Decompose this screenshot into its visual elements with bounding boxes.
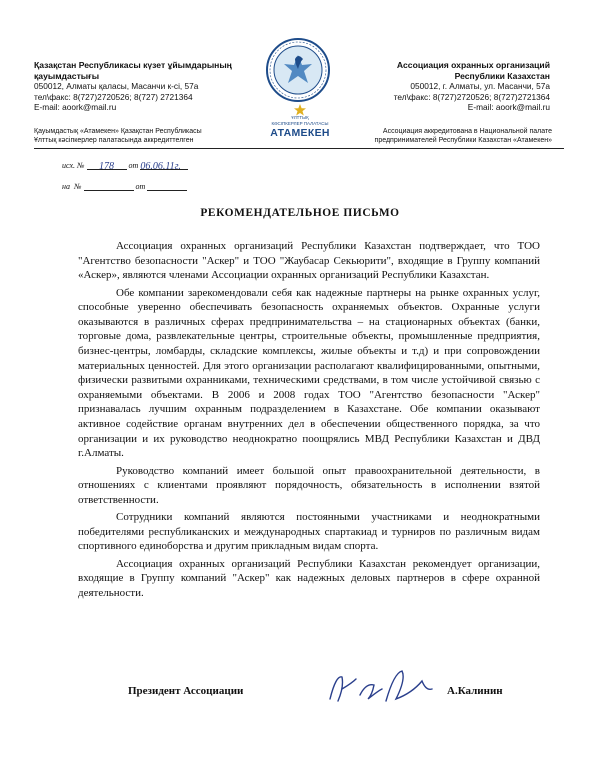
out-date-label: от bbox=[128, 161, 139, 170]
out-number-blank bbox=[87, 161, 127, 170]
in-date-blank bbox=[147, 182, 187, 191]
paragraph-2: Обе компании зарекомендовали себя как надежные партнеры на рынке охранных услуг, способные уверенно обеспечивать безопасность охраняемых объектов. Охранные услуги оказываются в различных сферах предпринимательства – на стационарных объектах (банки, торговые дома, развлекательные центры, строительные объекты, промышленные предприятия, бизнес-центры, ломбарды, складские комплексы, жилые объекты и т.д) и при сопровождении материальных ценностей. Для этого организации располагают квалифицированными, опытными, физически развитыми охранниками, техническими средствами, в том числе устойчивой связью с охраняемыми объектами. В 2006 и 2008 годах ТОО "Агентство безопасности "Аскер" признавалась лучшим охранным подразделением в Казахстане. Обе компании оказывают активное содействие органам внутренних дел в обеспечении общественного порядка, за что организации и их руководство неоднократно поощрялись МВД Республики Казахстан и ДВД г.Алматы. bbox=[78, 286, 540, 460]
header-left-address: 050012, Алматы қаласы, Масанчи к-сі, 57а bbox=[34, 81, 199, 92]
signatory-title: Президент Ассоциации bbox=[128, 685, 244, 697]
eagle-emblem-icon bbox=[265, 37, 331, 103]
header-right-org-line2: Республики Казахстан bbox=[454, 70, 550, 81]
out-date-blank bbox=[140, 161, 188, 170]
header-left-org: Қазақстан Республикасы күзет ұйымдарының қауымдастығы bbox=[34, 60, 232, 81]
in-date-label: от bbox=[135, 182, 146, 191]
in-number-blank bbox=[84, 182, 134, 191]
signatory-name: А.Калинин bbox=[447, 685, 503, 697]
header-right-address: 050012, г. Алматы, ул. Масанчи, 57а bbox=[410, 81, 550, 92]
accreditation-left-line2: Ұлттық кәсіпкерлер палатасында аккредиттелген bbox=[34, 137, 194, 144]
header-right-email: E-mail: aoork@mail.ru bbox=[467, 102, 550, 112]
atameken-name: АТАМЕКЕН bbox=[270, 127, 330, 139]
accreditation-left bbox=[34, 127, 264, 145]
letter-title: РЕКОМЕНДАТЕЛЬНОЕ ПИСЬМО bbox=[200, 207, 400, 219]
atameken-small-line2: КӘСІПКЕРЛЕР ПАЛАТАСЫ bbox=[271, 121, 329, 126]
out-label: исх. № bbox=[62, 161, 85, 170]
outgoing-registration bbox=[62, 161, 188, 170]
in-label: на bbox=[62, 182, 70, 191]
header-right-block bbox=[330, 60, 550, 112]
header-divider bbox=[34, 148, 564, 149]
paragraph-5: Ассоциация охранных организаций Республики Казахстан рекомендует организации, входящие в Группу компаний "Аскер" как надежных деловых партнеров в сфере охранной деятельности. bbox=[78, 557, 540, 599]
paragraph-1: Ассоциация охранных организаций Республики Казахстан подтверждает, что ТОО "Агентство безопасности "Аскер" и ТОО "Жаубасар Секьюрити", входящие в Группу компаний «Аскер», являются членами Ассоциации охранных организаций Республики Казахстан. bbox=[78, 240, 540, 282]
in-number-label: № bbox=[73, 182, 82, 191]
paragraph-4: Сотрудники компаний являются постоянными участниками и неоднократными победителями республиканских и международных спартакиад и турниров по различным видам спортивного единоборства и другим прикладным видам спорта. bbox=[78, 511, 540, 553]
accreditation-left-line1: Қауымдастық «Атамекен» Қазақстан Республикасы bbox=[34, 128, 202, 135]
accreditation-right-line1: Ассоциация аккредитована в Национальной палате bbox=[382, 128, 552, 135]
paragraph-3: Руководство компаний имеет большой опыт правоохранительной деятельности, в отношениях с клиентами проявляют порядочность, обязательность в исполнении взятой ответственности. bbox=[78, 464, 540, 506]
header-right-org-line1: Ассоциация охранных организаций bbox=[396, 60, 550, 70]
atameken-small-line1: ҰЛТТЫҚ bbox=[291, 115, 309, 120]
handwritten-signature bbox=[322, 665, 440, 713]
letter-body bbox=[78, 239, 540, 603]
out-number: 178 bbox=[99, 161, 115, 172]
header-left-block bbox=[34, 60, 264, 112]
incoming-registration bbox=[62, 182, 187, 191]
accreditation-right-line2: предпринимателей Республики Казахстан «Атамекен» bbox=[374, 137, 552, 144]
out-date: 06.06.11г. bbox=[140, 161, 181, 172]
header-left-email: E-mail: aoork@mail.ru bbox=[34, 102, 117, 112]
atameken-logo bbox=[268, 115, 332, 139]
header-left-phone: тел\факс: 8(727)2720526; 8(727) 2721364 bbox=[34, 91, 193, 102]
accreditation-right bbox=[332, 127, 552, 145]
header-right-phone: тел\факс: 8(727)2720526; 8(727)2721364 bbox=[393, 91, 550, 102]
